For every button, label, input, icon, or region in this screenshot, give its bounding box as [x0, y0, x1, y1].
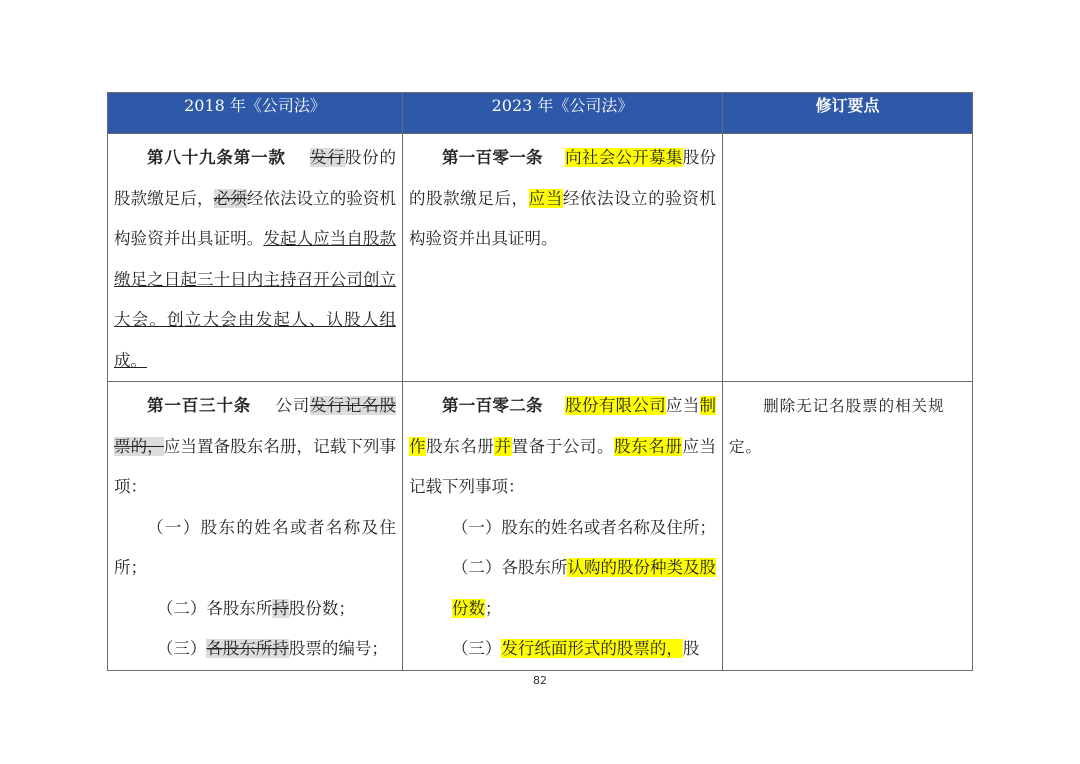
- highlighted-text: 认购的股份种类及股份数: [451, 558, 717, 618]
- article-text: 应当置备股东名册，记载下列事项：: [114, 436, 396, 496]
- table-row: [108, 134, 973, 382]
- article-text: 股: [682, 639, 700, 658]
- list-item: （一）股东的姓名或者名称及住所；: [114, 517, 396, 577]
- article-text: （三）: [451, 639, 502, 658]
- article-text: ；: [484, 598, 502, 618]
- article-text: （三）: [156, 639, 207, 658]
- revision-note-cell: [723, 134, 973, 382]
- table-header-row: [108, 93, 973, 134]
- article-text: （二）各股东所: [451, 558, 568, 577]
- old-law-cell: [108, 382, 403, 671]
- article-text: 股份的股款缴足后，: [409, 148, 717, 208]
- article-text: 经依法设立的验资机构验资并出具证明。: [409, 188, 717, 248]
- header-2018-law: 2018 年《公司法》: [108, 93, 403, 134]
- article-heading: 第一百零二条: [442, 396, 543, 415]
- article-text: 经依法设立的验资机构验资并出具证明。: [114, 188, 396, 248]
- deleted-text: 各股东所持: [206, 639, 289, 658]
- highlighted-text: 股份有限公司: [565, 396, 666, 415]
- highlighted-text: 向社会公开募集: [565, 148, 683, 167]
- new-law-cell: [403, 134, 723, 382]
- article-text: 应当记载下列事项：: [409, 436, 717, 496]
- highlighted-text: 制作: [409, 396, 717, 456]
- revision-note: 删除无记名股票的相关规定。: [729, 397, 945, 456]
- deleted-text: 必须: [213, 188, 247, 208]
- list-item: （一）股东的姓名或者名称及住所；: [451, 517, 716, 537]
- article-text: 股票的编号；: [288, 639, 388, 658]
- article-text: 股东名册: [426, 436, 495, 456]
- article-heading: 第一百零一条: [442, 148, 543, 167]
- highlighted-text: 应当: [528, 188, 563, 208]
- header-revision-points: 修订要点: [723, 93, 973, 134]
- deleted-clause: 发起人应当自股款缴足之日起三十日内主持召开公司创立大会。创立大会由发起人、认股人组成。: [114, 229, 396, 370]
- list-item: [409, 629, 716, 670]
- deleted-text: 发行记名股票的，: [114, 396, 396, 456]
- revision-note: [723, 134, 972, 138]
- list-item: [114, 589, 396, 630]
- article-text: 股份的股款缴足后，: [114, 148, 396, 208]
- article-text: 公司: [275, 396, 311, 415]
- page-number: 82: [533, 674, 547, 687]
- list-item: [114, 629, 396, 670]
- highlighted-text: 股东名册: [614, 436, 683, 456]
- table-row: [108, 382, 973, 671]
- old-law-cell: [108, 134, 403, 382]
- article-heading: 第一百三十条: [147, 396, 252, 415]
- new-law-cell: [403, 382, 723, 671]
- article-text: 置备于公司。: [511, 436, 615, 456]
- article-text: （二）各股东所: [156, 598, 273, 618]
- article-heading: 第八十九条第一款: [147, 148, 286, 167]
- list-item: [409, 548, 716, 629]
- deleted-text: 持: [272, 598, 289, 618]
- highlighted-text: 并: [494, 436, 512, 456]
- highlighted-text: 发行纸面形式的股票的，: [501, 639, 683, 658]
- law-comparison-table: [107, 92, 973, 671]
- revision-note-cell: [723, 382, 973, 671]
- header-2023-law: 2023 年《公司法》: [403, 93, 723, 134]
- deleted-text: 发行: [310, 148, 345, 167]
- article-text: 应当: [665, 396, 700, 415]
- article-text: 股份数；: [288, 598, 355, 618]
